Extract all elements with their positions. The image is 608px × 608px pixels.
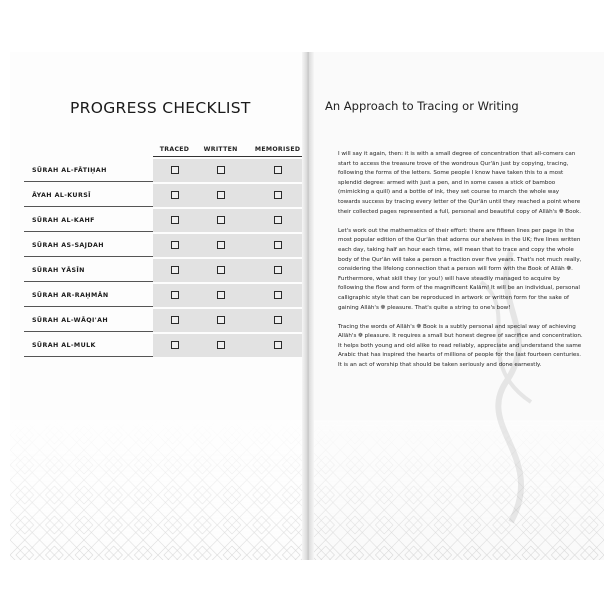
- checklist-row: [24, 159, 310, 182]
- checklist-row: [24, 234, 310, 257]
- traced-checkbox[interactable]: [171, 316, 179, 324]
- geometric-pattern: [10, 420, 306, 560]
- right-page: [311, 52, 604, 560]
- memorised-checkbox[interactable]: [274, 191, 282, 199]
- surah-name: SŪRAH AL-FĀTIḤAH: [24, 159, 153, 182]
- surah-name: SŪRAH YĀSĪN: [24, 259, 153, 282]
- written-checkbox[interactable]: [217, 241, 225, 249]
- checklist-row: [24, 284, 310, 307]
- traced-checkbox[interactable]: [171, 266, 179, 274]
- paragraph: I will say it again, then: it is with a small degree of concentration that all-comers can start to access the treasure trove of the wondrous Qur'ān just by copying, tracing, following the forms of the letters. Some people I know have taken this to a most splendid degree: armed with just a pen, and in some cases a stick of bamboo (mimicking a quill) and a bottle of ink, they set course to march the whole way towards success by tracing every letter of the Qur'ān until they reached a point where their collected pages represented a full, personal and beautiful copy of Allāh's ❁ Book.: [338, 151, 582, 215]
- checklist-row: [24, 334, 310, 357]
- memorised-checkbox[interactable]: [274, 291, 282, 299]
- written-checkbox[interactable]: [217, 316, 225, 324]
- memorised-checkbox[interactable]: [274, 316, 282, 324]
- checklist-row: [24, 209, 310, 232]
- surah-name: SŪRAH AL-WĀQI'AH: [24, 309, 153, 332]
- header-blank: [24, 142, 153, 157]
- book-gutter: [302, 52, 314, 560]
- section-title: An Approach to Tracing or Writing: [325, 99, 519, 113]
- surah-name: SŪRAH AL-MULK: [24, 334, 153, 357]
- written-checkbox[interactable]: [217, 166, 225, 174]
- traced-checkbox[interactable]: [171, 166, 179, 174]
- surah-name: SŪRAH AR-RAḤMĀN: [24, 284, 153, 307]
- column-header-written: WRITTEN: [196, 142, 245, 157]
- written-checkbox[interactable]: [217, 216, 225, 224]
- traced-checkbox[interactable]: [171, 341, 179, 349]
- checklist-row: [24, 309, 310, 332]
- left-page: [10, 52, 306, 560]
- column-header-memorised: MEMORISED: [245, 142, 310, 157]
- written-checkbox[interactable]: [217, 341, 225, 349]
- traced-checkbox[interactable]: [171, 191, 179, 199]
- memorised-checkbox[interactable]: [274, 216, 282, 224]
- body-text: [338, 150, 583, 380]
- surah-name: ĀYAH AL-KURSĪ: [24, 184, 153, 207]
- memorised-checkbox[interactable]: [274, 241, 282, 249]
- checklist-row: [24, 259, 310, 282]
- written-checkbox[interactable]: [217, 266, 225, 274]
- memorised-checkbox[interactable]: [274, 166, 282, 174]
- traced-checkbox[interactable]: [171, 291, 179, 299]
- traced-checkbox[interactable]: [171, 241, 179, 249]
- progress-checklist-table: [24, 140, 310, 359]
- memorised-checkbox[interactable]: [274, 341, 282, 349]
- written-checkbox[interactable]: [217, 191, 225, 199]
- checklist-title: PROGRESS CHECKLIST: [70, 99, 251, 117]
- book-spread: [10, 52, 604, 560]
- surah-name: SŪRAH AL-KAHF: [24, 209, 153, 232]
- memorised-checkbox[interactable]: [274, 266, 282, 274]
- surah-name: SŪRAH AS-SAJDAH: [24, 234, 153, 257]
- traced-checkbox[interactable]: [171, 216, 179, 224]
- paragraph: Tracing the words of Allāh's ❁ Book is a subtly personal and special way of achieving Allāh's ❁ pleasure. It requires a small but honest degree of sacrifice and concentration. It helps both young and old alike to read reliably, appreciate and understand the same Arabic that has inspired the hearts of millions of people for the last fourteen centuries. It is an act of worship that should be taken seriously and done earnestly.: [338, 323, 583, 369]
- checklist-row: [24, 184, 310, 207]
- paragraph: Let's work out the mathematics of their effort: there are fifteen lines per page in the most popular edition of the Qur'ān that adorns our shelves in the UK; five lines written each day, taking half an hour each time, will mean that to trace and copy the whole body of the Qur'ān will take a person a fraction over five years. That's not much really, considering the lifelong connection that a person will form with the Book of Allāh ❁. Furthermore, what skill they (or you!) will have steadily managed to acquire by following the flow and form of the magnificent Kalām! It will be an individual, personal calligraphic style that can be reproduced in artwork or written form for the sake of gaining Allāh's ❁ pleasure. That's quite a string to one's bow!: [338, 227, 582, 311]
- column-header-traced: TRACED: [153, 142, 196, 157]
- written-checkbox[interactable]: [217, 291, 225, 299]
